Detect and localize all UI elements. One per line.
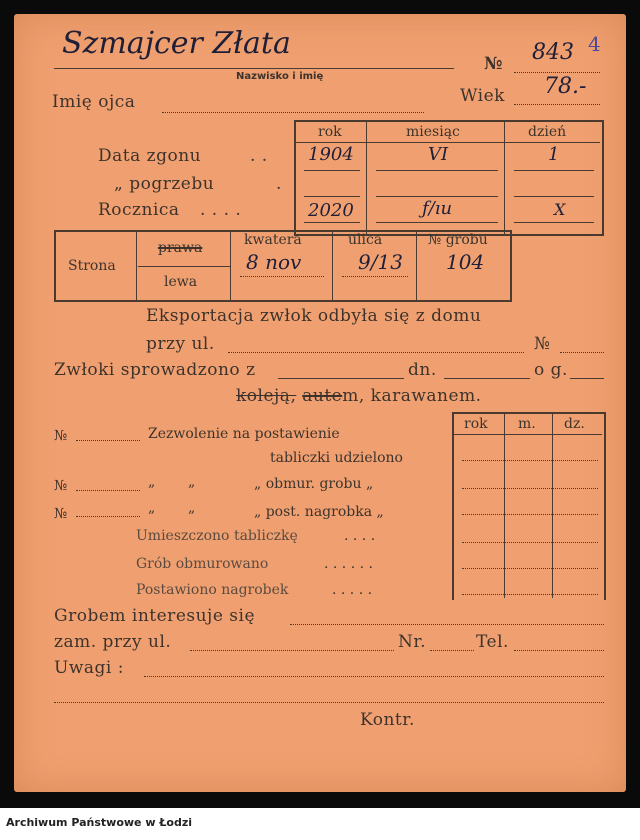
row-line	[514, 196, 594, 197]
export-street-line	[228, 352, 524, 353]
phone-line	[514, 650, 604, 651]
date-table-header-day: dzień	[528, 124, 567, 140]
permit-table-divider	[504, 414, 505, 598]
mode-rail: koleją,	[236, 386, 297, 406]
placed-plaque-dots: . . . .	[344, 528, 376, 544]
mode-car-tail: m,	[342, 386, 365, 406]
permit-table-row	[462, 542, 598, 543]
date-table-header-month: miesiąc	[406, 124, 460, 140]
date-table-divider	[366, 122, 367, 234]
permit-tomb-ditto2: „	[188, 500, 196, 516]
death-date-dots: . .	[250, 146, 268, 166]
control-label: Kontr.	[360, 710, 415, 730]
export-line: Eksportacja zwłok odbyła się z domu	[146, 306, 482, 326]
permit-wall-number-line	[76, 490, 140, 491]
name-handwritten: Szmajcer Złata	[62, 26, 291, 61]
transport-label: Zwłoki sprowadzono z	[54, 360, 256, 380]
quarter-label: kwatera	[244, 232, 302, 248]
side-label: Strona	[68, 258, 116, 274]
walled-label: Grób obmurowano	[136, 556, 269, 572]
death-month: VI	[428, 144, 449, 165]
export-number-line	[560, 352, 604, 353]
tombstone-label: Postawiono nagrobek	[136, 582, 289, 598]
plot-table-divider	[416, 232, 417, 300]
permit-table-divider	[552, 414, 553, 598]
date-table-header-year: rok	[318, 124, 342, 140]
house-number-line	[430, 650, 474, 651]
name-label: Nazwisko i imię	[236, 71, 324, 82]
plot-table-divider	[332, 232, 333, 300]
permit-table-row	[462, 568, 598, 569]
burial-record-card	[14, 14, 626, 792]
mode-car: aute	[302, 386, 343, 406]
export-street-label: przy ul.	[146, 334, 215, 354]
date-table-header-line	[296, 142, 600, 143]
transport-time-line	[570, 378, 604, 379]
permit-date-table	[452, 412, 606, 600]
age-value: 78.-	[544, 74, 587, 99]
row-line	[376, 196, 498, 197]
row-line	[304, 170, 360, 171]
permit-table-row	[462, 514, 598, 515]
notes-line	[144, 676, 604, 677]
age-label: Wiek	[460, 86, 505, 106]
permit-wall-number-label: №	[54, 478, 68, 494]
card-number: 843	[532, 40, 574, 65]
plot-table-divider	[136, 232, 137, 300]
placed-plaque-label: Umieszczono tabliczkę	[136, 528, 298, 544]
street-line	[342, 276, 408, 277]
permit-table-header-month: m.	[518, 416, 536, 432]
date-table-divider	[504, 122, 505, 234]
notes-label: Uwagi :	[54, 658, 124, 678]
permit-tomb-ditto1: „	[148, 500, 156, 516]
row-line	[514, 222, 594, 223]
anniversary-scribble: ƒ/ıu	[422, 198, 453, 219]
permit-table-header-line	[454, 434, 602, 435]
father-name-label: Imię ojca	[52, 92, 136, 112]
transport-from-line	[278, 378, 404, 379]
side-divider	[138, 266, 230, 267]
anniversary-day: X	[554, 200, 566, 219]
death-year: 1904	[308, 144, 354, 165]
burial-date-dots: .	[276, 174, 282, 194]
burial-date-label: „ pogrzebu	[114, 174, 215, 194]
grave-number-label: № grobu	[428, 232, 488, 248]
interested-person-label: Grobem interesuje się	[54, 606, 256, 626]
row-line	[376, 170, 498, 171]
anniversary-year: 2020	[308, 200, 354, 221]
permit-number-line	[76, 440, 140, 441]
transport-time-label: o g.	[534, 360, 568, 380]
row-line	[304, 222, 360, 223]
export-number-label: №	[534, 334, 551, 354]
grave-number-value: 104	[446, 250, 485, 274]
death-day: 1	[548, 144, 560, 165]
row-line	[376, 222, 498, 223]
permit-number-label: №	[54, 428, 68, 444]
address-label: zam. przy ul.	[54, 632, 172, 652]
interested-person-line	[290, 624, 604, 625]
transport-date-line	[444, 378, 530, 379]
permit-table-row	[462, 488, 598, 489]
permit-wall-ditto1: „	[148, 474, 156, 490]
address-line	[190, 650, 394, 651]
anniversary-label: Rocznica	[98, 200, 180, 220]
permit-table-row	[462, 460, 598, 461]
permit-table-header-year: rok	[464, 416, 488, 432]
card-number-suffix: 4	[588, 32, 601, 56]
permit-plaque-line2: tabliczki udzielono	[270, 450, 403, 466]
quarter-line	[240, 276, 324, 277]
transport-mode	[236, 386, 482, 406]
plot-table-divider	[230, 232, 231, 300]
street-label: ulica	[348, 232, 383, 248]
street-value: 9/13	[358, 250, 403, 274]
mode-hearse: karawanem.	[370, 386, 482, 406]
quarter-value: 8 nov	[246, 250, 302, 274]
permit-wall-ditto2: „	[188, 474, 196, 490]
phone-label: Tel.	[476, 632, 509, 652]
name-line	[54, 68, 454, 69]
tombstone-dots: . . . . .	[332, 582, 373, 598]
anniversary-dots: . . . .	[200, 200, 242, 220]
row-line	[514, 170, 594, 171]
walled-dots: . . . . . .	[324, 556, 373, 572]
side-right: prawa	[158, 240, 203, 256]
house-number-label: Nr.	[398, 632, 427, 652]
notes-line	[54, 702, 604, 703]
permit-tomb-number-line	[76, 516, 140, 517]
number-label: №	[484, 54, 503, 74]
age-line	[514, 104, 600, 105]
permit-table-row	[462, 594, 598, 595]
death-date-label: Data zgonu	[98, 146, 202, 166]
permit-wall-text: „ obmur. grobu „	[254, 476, 374, 492]
archive-caption: Archiwum Państwowe w Łodzi	[6, 816, 193, 829]
permit-plaque-line1: Zezwolenie na postawienie	[148, 426, 340, 442]
transport-date-label: dn.	[408, 360, 437, 380]
row-line	[304, 196, 360, 197]
father-name-line	[162, 112, 424, 113]
number-line	[514, 72, 600, 73]
side-left: lewa	[164, 274, 198, 290]
permit-tomb-number-label: №	[54, 506, 68, 522]
permit-table-header-day: dz.	[564, 416, 585, 432]
permit-tomb-text: „ post. nagrobka „	[254, 504, 384, 520]
